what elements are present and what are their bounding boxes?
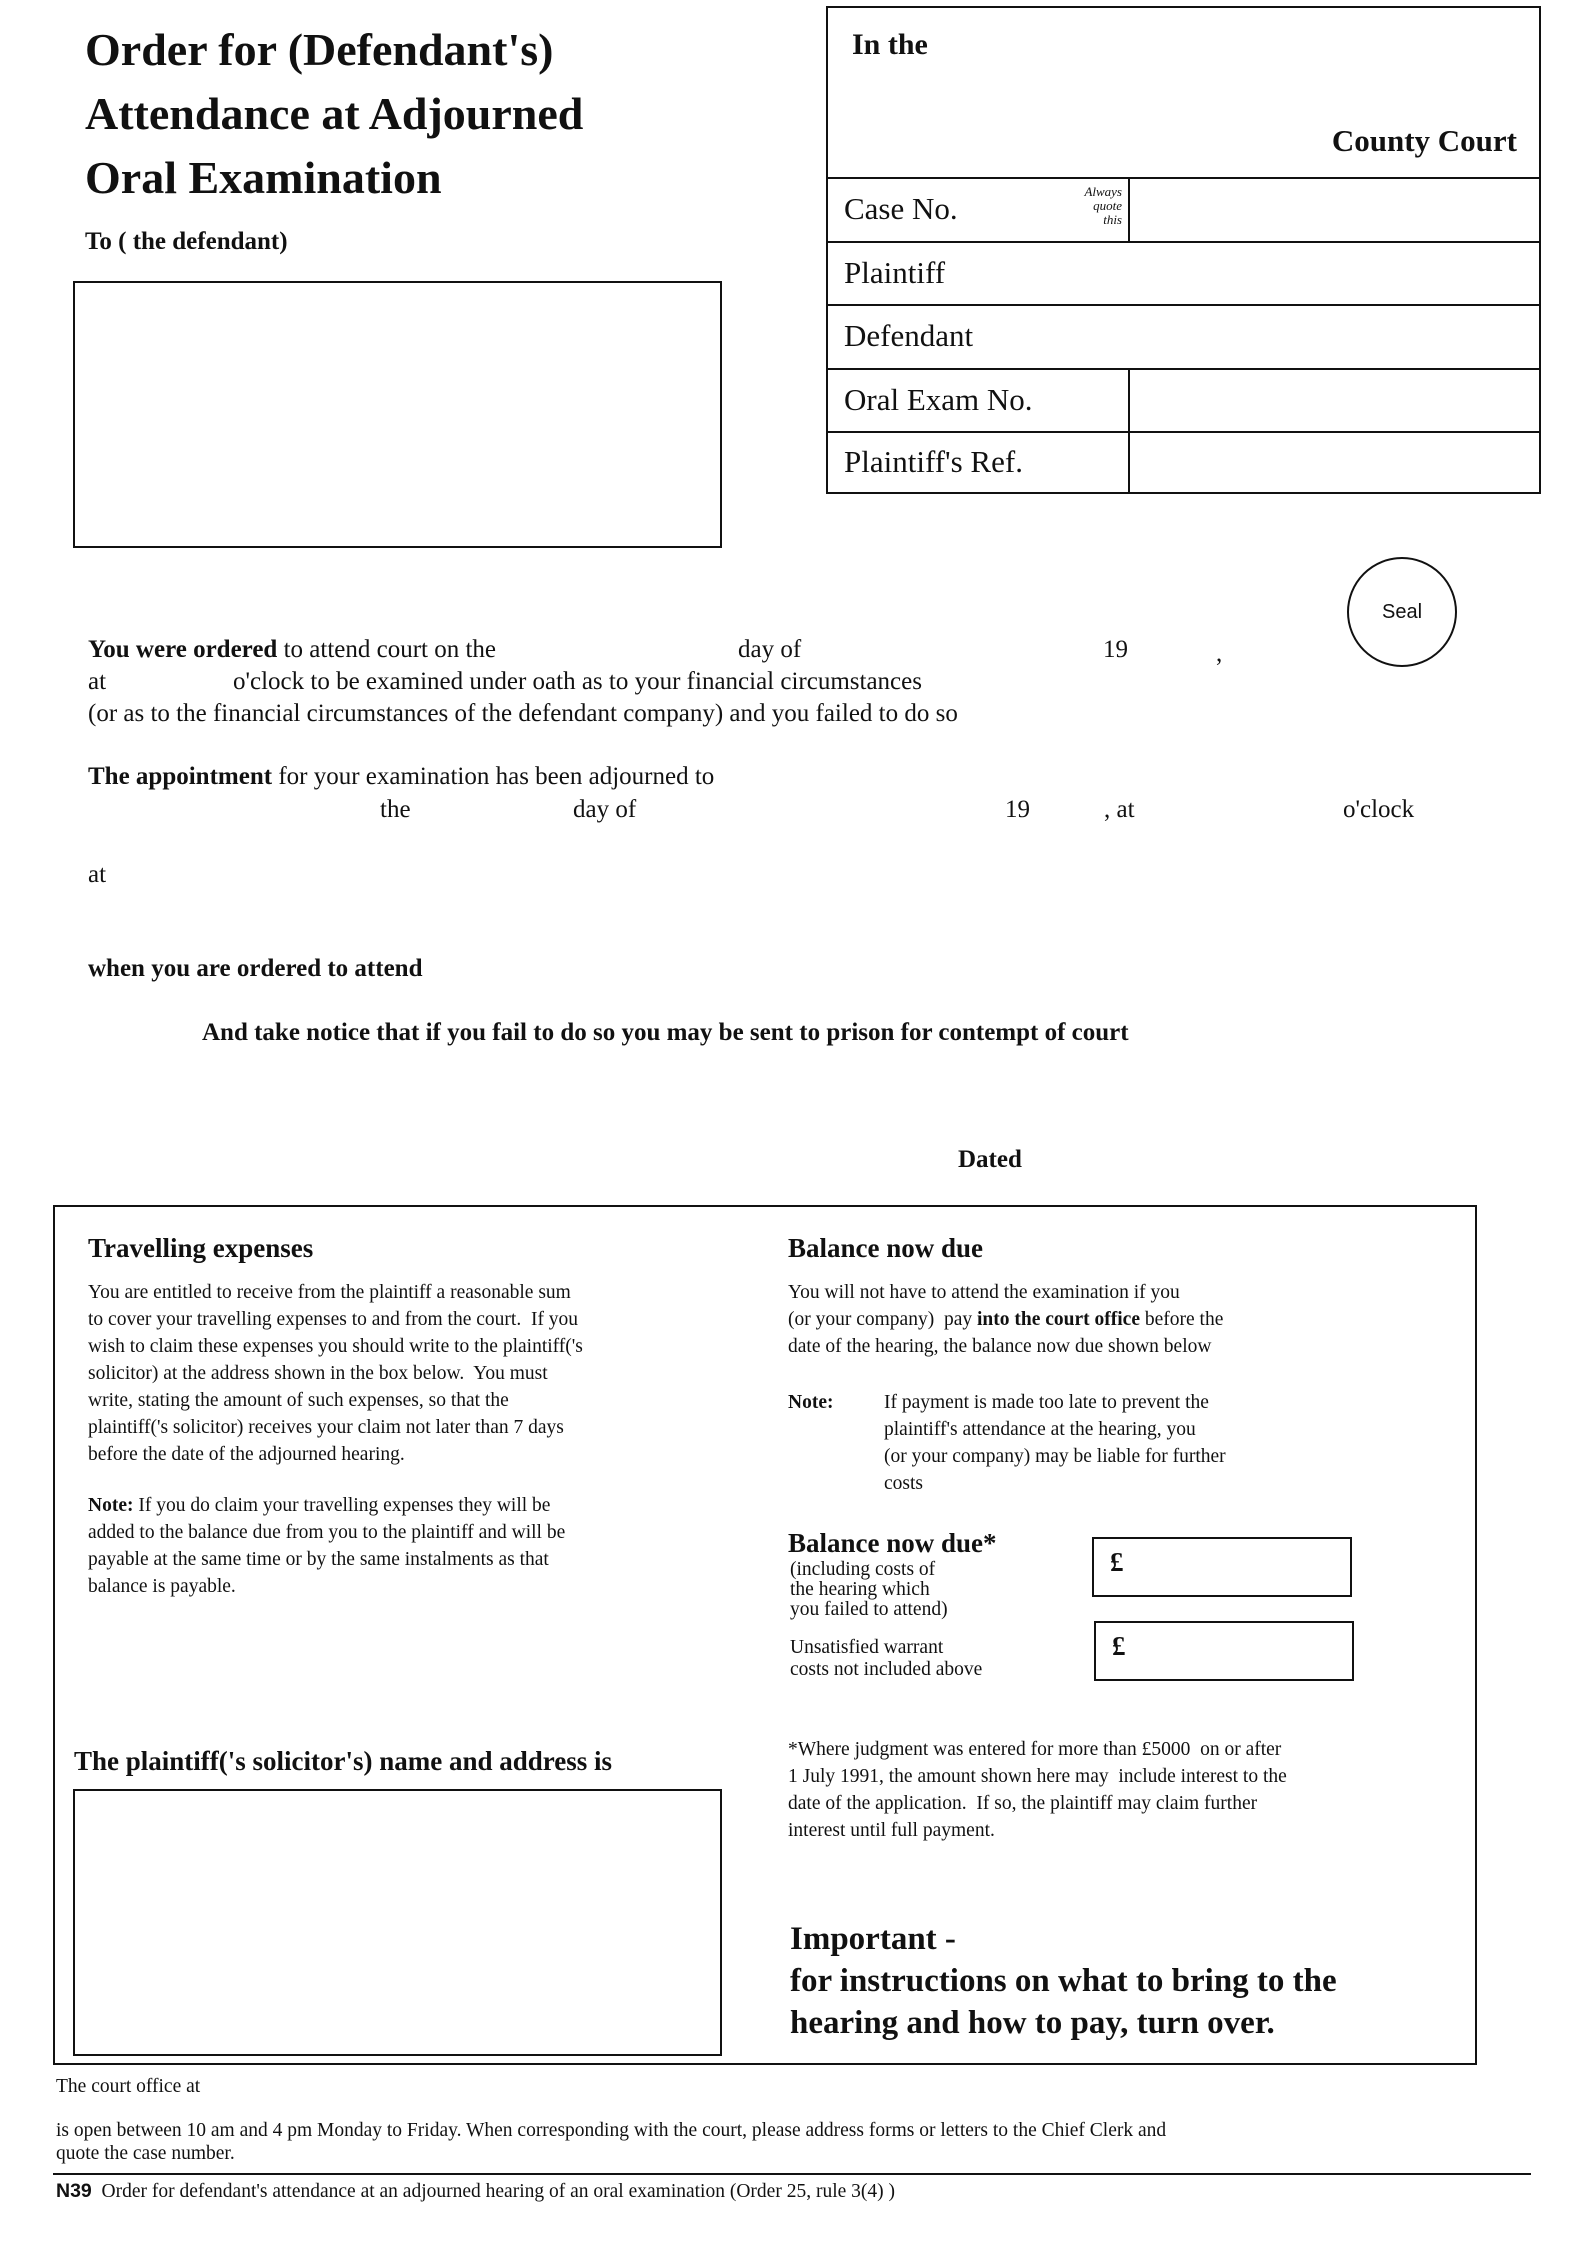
ordered-line-3: (or as to the financial circumstances of the defendant company) and you failed to do so (88, 700, 958, 727)
travelling-note-line: balance is payable. (88, 1576, 236, 1597)
ordered-line-1 (88, 636, 496, 664)
balance-text-part: before the (1139, 1309, 1224, 1330)
pound-sign: £ (1110, 1547, 1124, 1577)
ordered-year-prefix: 19 (1103, 636, 1128, 663)
court-office-label: The court office at (56, 2076, 201, 2097)
travelling-expenses-heading: Travelling expenses (88, 1233, 314, 1263)
to-defendant-label: To ( the defendant) (85, 228, 288, 255)
appointment-line-1 (88, 763, 714, 791)
ordered-comma: , (1216, 640, 1223, 667)
case-no-field[interactable] (1128, 179, 1539, 241)
travelling-line: write, stating the amount of such expenses, so that the (88, 1390, 509, 1411)
defendant-label: Defendant (844, 318, 974, 353)
oral-exam-no-label: Oral Exam No. (844, 382, 1033, 417)
travelling-line: wish to claim these expenses you should write to the plaintiff('s (88, 1336, 583, 1357)
balance-due-sub-line: (including costs of (790, 1559, 936, 1580)
form-code: N39 (56, 2180, 92, 2202)
important-notice (790, 1918, 1337, 2044)
travelling-note-line: payable at the same time or by the same instalments as that (88, 1549, 549, 1570)
ordered-at: at (88, 668, 107, 695)
when-ordered-to-attend: when you are ordered to attend (88, 955, 423, 982)
appointment-text: for your examination has been adjourned to (278, 763, 715, 790)
court-seal: Seal (1347, 557, 1457, 667)
balance-due-sub-line: the hearing which (790, 1579, 930, 1600)
court-details-table (826, 6, 1541, 494)
balance-due-sub-line: you failed to attend) (790, 1599, 948, 1620)
oral-exam-no-field[interactable] (1128, 370, 1539, 431)
ordered-oclock-text: o'clock to be examined under oath as to your financial circumstances (233, 668, 922, 695)
travelling-note-line (88, 1492, 710, 1519)
appointment-the: the (380, 796, 411, 823)
plaintiff-ref-field[interactable] (1128, 433, 1539, 492)
travelling-line: solicitor) at the address shown in the box below. You must (88, 1363, 548, 1384)
appointment-oclock: o'clock (1343, 796, 1415, 823)
balance-due-amount-field[interactable] (1092, 1537, 1352, 1597)
always-quote-line-3: this (1103, 212, 1122, 227)
interest-footnote (788, 1736, 1287, 1844)
form-description: Order for defendant's attendance at an adjourned hearing of an oral examination (Order 25, rule 3(4) ) (91, 2181, 895, 2202)
appointment-at: , at (1104, 796, 1135, 823)
warrant-line: costs not included above (790, 1659, 983, 1680)
plaintiff-ref-row (828, 431, 1539, 492)
footnote-line: 1 July 1991, the amount shown here may include interest to the (788, 1766, 1287, 1787)
appointment-bold-label: The appointment (88, 763, 273, 790)
appointment-year-prefix: 19 (1005, 796, 1030, 823)
footnote-line: interest until full payment. (788, 1820, 995, 1841)
form-title-line-3: Oral Examination (85, 152, 442, 203)
always-quote-line-2: quote (1093, 198, 1122, 213)
plaintiff-ref-label: Plaintiff's Ref. (844, 444, 1023, 479)
footnote-line: date of the application. If so, the plaintiff may claim further (788, 1793, 1258, 1814)
form-title (85, 18, 785, 210)
county-court-label: County Court (1331, 123, 1517, 158)
balance-text-line: You will not have to attend the examination if you (788, 1282, 1180, 1303)
court-office-emphasis: into the court office (976, 1309, 1140, 1330)
dated-label: Dated (958, 1146, 1022, 1173)
form-title-line-1: Order for (Defendant's) (85, 24, 554, 75)
appointment-day-of: day of (573, 796, 637, 823)
balance-text (788, 1279, 1223, 1360)
solicitor-address-box[interactable] (73, 1789, 722, 2056)
plaintiff-label: Plaintiff (844, 255, 946, 290)
travelling-note-line: added to the balance due from you to the plaintiff and will be (88, 1522, 566, 1543)
balance-note-line: plaintiff's attendance at the hearing, you (884, 1419, 1196, 1440)
balance-note-line: If payment is made too late to prevent the (884, 1392, 1209, 1413)
ordered-bold-label: You were ordered (88, 636, 278, 663)
travelling-line: plaintiff('s solicitor) receives your claim not later than 7 days (88, 1417, 564, 1438)
travelling-expenses-text (88, 1279, 710, 1468)
ordered-day-of: day of (738, 636, 802, 663)
travelling-note-text: If you do claim your travelling expenses they will be (133, 1495, 551, 1516)
warrant-costs-amount-field[interactable] (1094, 1621, 1354, 1681)
travelling-note-label: Note: (88, 1495, 134, 1516)
form-reference-footer (56, 2180, 895, 2203)
footer-divider (53, 2173, 1531, 2175)
court-office-hours: is open between 10 am and 4 pm Monday to Friday. When corresponding with the court, please address forms or letters to the Chief Clerk and (56, 2120, 1167, 2141)
plaintiff-row (828, 241, 1539, 304)
travelling-note (88, 1492, 710, 1600)
oral-exam-no-row (828, 368, 1539, 431)
balance-now-due-heading: Balance now due (788, 1233, 984, 1263)
travelling-line: You are entitled to receive from the plaintiff a reasonable sum (88, 1282, 571, 1303)
always-quote-line-1: Always (1084, 184, 1122, 199)
case-no-row (828, 177, 1539, 241)
always-quote-this-note (1046, 185, 1122, 227)
court-office-quote-case: quote the case number. (56, 2143, 235, 2164)
balance-note-line: costs (884, 1473, 923, 1494)
important-line: for instructions on what to bring to the (790, 1963, 1337, 1999)
important-line: hearing and how to pay, turn over. (790, 2005, 1275, 2041)
form-title-line-2: Attendance at Adjourned (85, 88, 584, 139)
case-no-label: Case No. (844, 191, 958, 226)
balance-text-line (788, 1306, 1223, 1333)
balance-text-part: (or your company) pay (788, 1309, 977, 1330)
ordered-text: to attend court on the (283, 636, 497, 663)
balance-now-due-label: Balance now due* (788, 1528, 997, 1558)
travelling-line: before the date of the adjourned hearing. (88, 1444, 405, 1465)
warrant-line: Unsatisfied warrant (790, 1637, 944, 1658)
defendant-address-box[interactable] (73, 281, 722, 548)
solicitor-address-heading: The plaintiff('s solicitor's) name and address is (74, 1746, 613, 1776)
balance-due-subtext (790, 1560, 948, 1620)
balance-note-label: Note: (788, 1392, 834, 1413)
defendant-row (828, 304, 1539, 368)
in-the-label: In the (852, 28, 928, 61)
balance-note-line: (or your company) may be liable for further (884, 1446, 1226, 1467)
pound-sign: £ (1112, 1631, 1126, 1661)
travelling-line: to cover your travelling expenses to and from the court. If you (88, 1309, 579, 1330)
balance-text-line: date of the hearing, the balance now due shown below (788, 1336, 1212, 1357)
footnote-line: *Where judgment was entered for more than £5000 on or after (788, 1739, 1282, 1760)
contempt-notice: And take notice that if you fail to do so you may be sent to prison for contempt of court (202, 1019, 1129, 1046)
balance-note-text (884, 1389, 1226, 1497)
unsatisfied-warrant-label (790, 1637, 982, 1681)
appointment-place-at: at (88, 861, 107, 888)
important-line: Important - (790, 1921, 956, 1957)
